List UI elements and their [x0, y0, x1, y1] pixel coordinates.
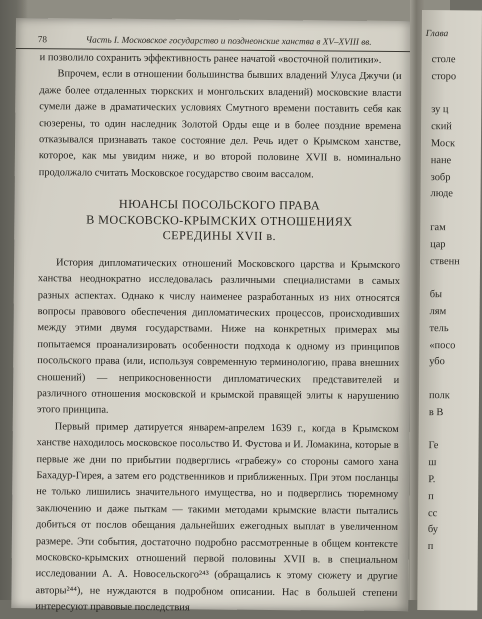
facing-page-line: бу — [428, 522, 438, 538]
facing-page — [417, 10, 482, 610]
facing-page-line: гам — [430, 220, 446, 237]
facing-page-line: сс — [428, 506, 437, 522]
facing-page-line: бы — [430, 287, 442, 304]
facing-page-line: убо — [429, 354, 445, 371]
facing-page-line: зобр — [431, 170, 451, 187]
facing-page-line: п — [428, 489, 434, 505]
facing-page-line: в В — [429, 405, 444, 422]
running-head — [16, 28, 413, 52]
paragraph: Первый пример датируется январем-апрелем 1639 г., когда в Крымском ханстве находилось московское посольство И. Фустова и И. Ломакина, которые в первые же дни по прибытии подверглись «грабежу» со стороны самого хана Бахадур-Гирея, а затем его родственников и приближенных. При этом посланцы не только лишились значительного имущества, но и подверглись тюремному заключению и даже пыткам — такими методами крымские власти пытались добиться от послов обещания дальнейших ежегодных выплат в увеличенном размере. Эти события, достаточно подробно рассмотренные в общем контексте московско-крымских отношений первой половины XVII в. в специальном исследовании А. А. Новосельского²⁴³ (обращались к этому сюжету и другие авторы²⁴⁴), не нуждаются в подробном описании. Нас в большей степени интересуют правовые последствия — [35, 419, 399, 619]
facing-page-line: ш — [428, 455, 436, 471]
facing-page-line: лям — [430, 304, 447, 321]
facing-page-line: ский — [431, 119, 452, 136]
facing-page-line: Ге — [429, 438, 439, 454]
section-title — [38, 196, 400, 245]
section-title-line: НЮАНСЫ ПОСОЛЬСКОГО ПРАВА — [38, 196, 400, 214]
page-body — [35, 50, 401, 619]
facing-page-line: Р. — [428, 472, 435, 488]
left-page — [11, 18, 413, 611]
facing-page-line: Моск — [431, 136, 455, 153]
facing-page-line: люде — [430, 186, 452, 203]
facing-page-line: сторо — [431, 69, 456, 86]
facing-page-line: цар — [430, 237, 446, 254]
facing-page-line: столе — [432, 52, 456, 69]
facing-page-line: ственн — [430, 254, 460, 271]
paragraph: История дипломатических отношений Московского царства и Крымского ханства неоднократно исследовалась различными специалистами в самых разных аспектах. Однако к числу наименее разработанных из них относятся вопросы правового обеспечения дипломатических процессов, происходивших между этими двумя государствами. Ниже на конкретных примерах мы попытаемся проанализировать особенности подхода к одному из принципов посольского права (или, используя современную терминологию, права внешних сношений) — неприкосновенности дипломатических представителей и различного отношения московской и крымской правящей элиты к нарушению этого принципа. — [37, 255, 400, 422]
page-number: 78 — [38, 34, 47, 44]
facing-page-line: зу ц — [431, 102, 448, 119]
facing-page-line: нане — [431, 153, 451, 170]
facing-page-line: тель — [429, 321, 448, 338]
facing-page-head: Глава — [426, 26, 449, 43]
running-head-title: Часть I. Московское государство и позднеонские ханства в XV–XVIII вв. — [86, 35, 372, 47]
paragraph: Впрочем, если в отношении большинства бывших владений Улуса Джучи (и даже более отдаленных тюркских и монгольских владений) московские власти сумели даже в драматических условиях Смутного времени поставить себя как сюзерены, то один наследник Золотой Орды еще и в более поздние времена отказывался признавать такое состояние дел. Речь идет о Крымском ханстве, которое, как мы увидим ниже, и во второй половине XVII в. номинально продолжало считать Московское государство своим вассалом. — [39, 67, 402, 185]
facing-page-line: «посо — [429, 338, 455, 355]
paragraph-continuation: и позволило сохранить эффективность ранее начатой «восточной политики». — [40, 50, 402, 69]
section-title-line: В МОСКОВСКО-КРЫМСКИХ ОТНОШЕНИЯХ — [38, 212, 400, 230]
section-title-line: СЕРЕДИНЫ XVII в. — [38, 227, 400, 245]
facing-page-line: полк — [429, 388, 450, 405]
facing-page-line: п — [428, 539, 434, 555]
